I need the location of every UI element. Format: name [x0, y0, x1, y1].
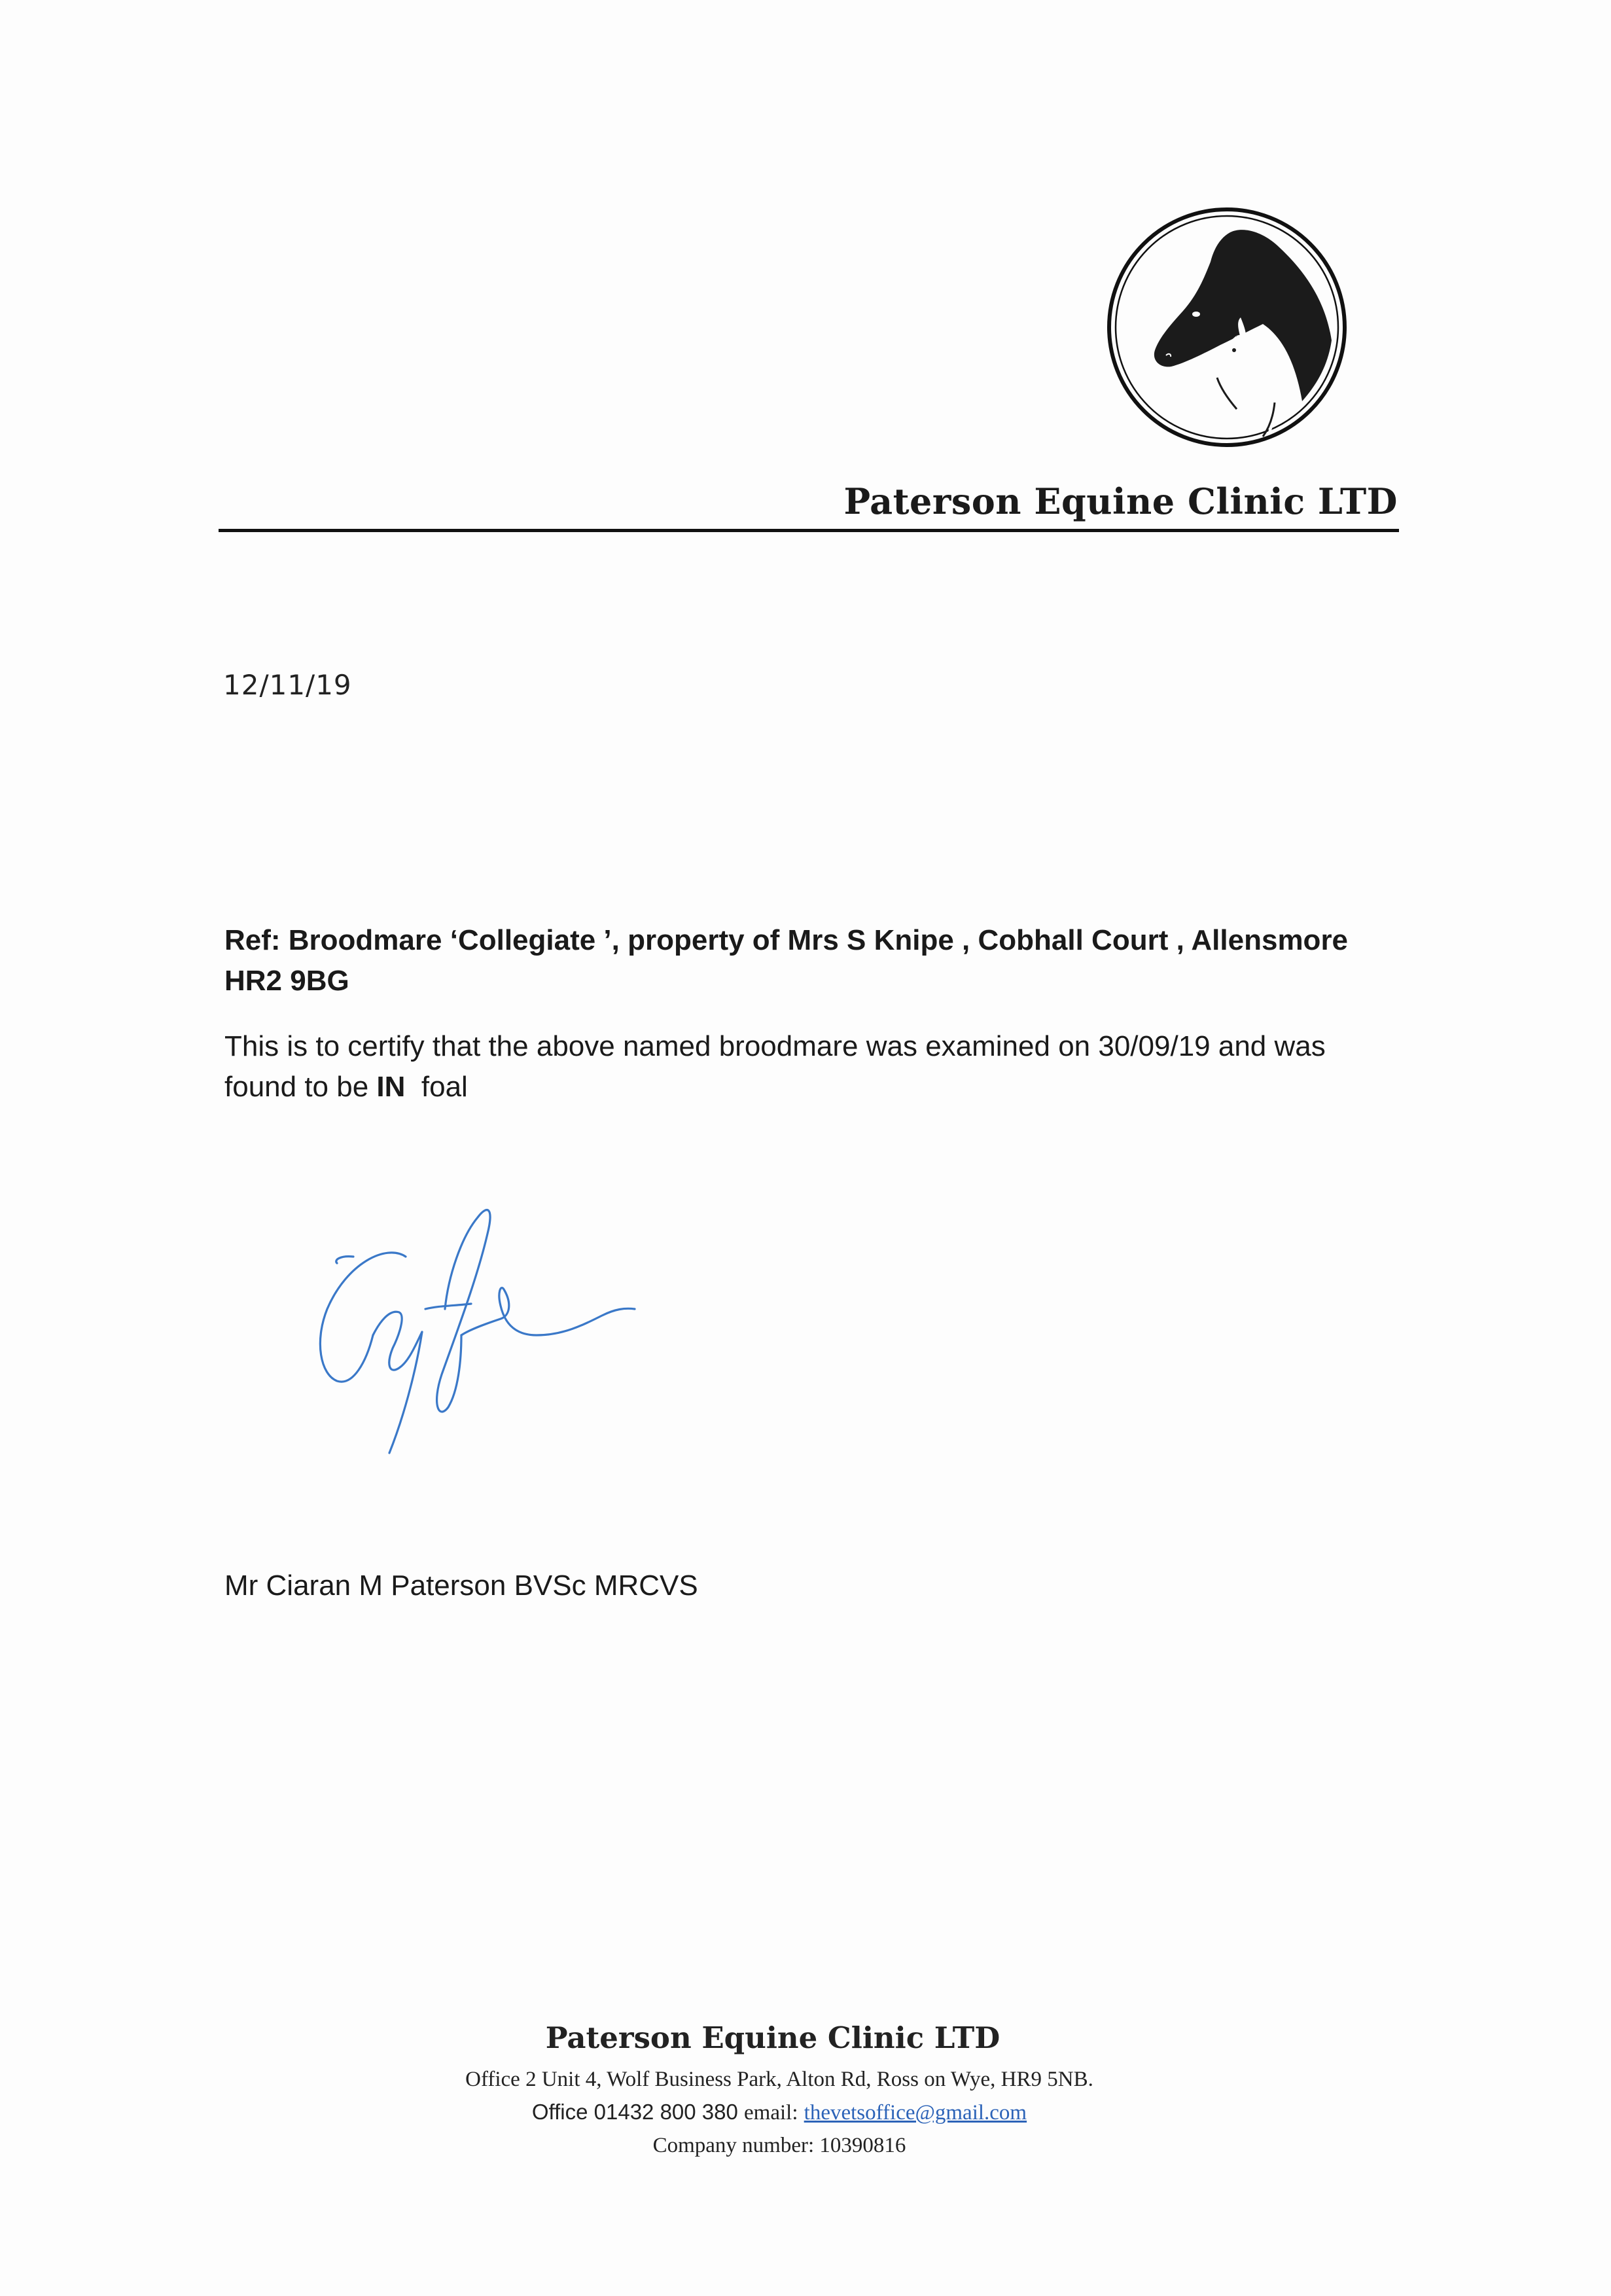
footer-address: Office 2 Unit 4, Wolf Business Park, Alton Rd, Ross on Wye, HR9 5NB.: [465, 2068, 1093, 2091]
footer-office-phone: Office 01432 800 380: [531, 2100, 738, 2124]
horse-head-logo-icon: [1106, 206, 1348, 448]
signatory-name: Mr Ciaran M Paterson BVSc MRCVS: [224, 1570, 698, 1602]
header-divider: [219, 529, 1399, 532]
certification-text-part2: foal: [405, 1071, 468, 1103]
certification-emphasis: IN: [376, 1071, 406, 1103]
letter-footer: [0, 2018, 1611, 2162]
footer-contact: [0, 2096, 1611, 2129]
handwritten-signature: [275, 1178, 694, 1479]
reference-line: Ref: Broodmare ‘Collegiate ’, property of Mrs S Knipe , Cobhall Court , Allensmore HR2 9BG: [224, 924, 1349, 997]
letter-date: 12/11/19: [223, 669, 352, 701]
footer-clinic-name: Paterson Equine Clinic LTD: [545, 2020, 1000, 2055]
clinic-name-header: Paterson Equine Clinic LTD: [843, 480, 1398, 522]
footer-company-number: Company number: 10390816: [652, 2134, 906, 2157]
certification-text: [224, 1026, 1402, 1107]
certification-text-part1: This is to certify that the above named broodmare was examined on 30/09/19 and was found to be: [224, 1030, 1326, 1103]
footer-email-link[interactable]: thevetsoffice@gmail.com: [804, 2101, 1027, 2125]
footer-email-label: email:: [744, 2101, 798, 2125]
